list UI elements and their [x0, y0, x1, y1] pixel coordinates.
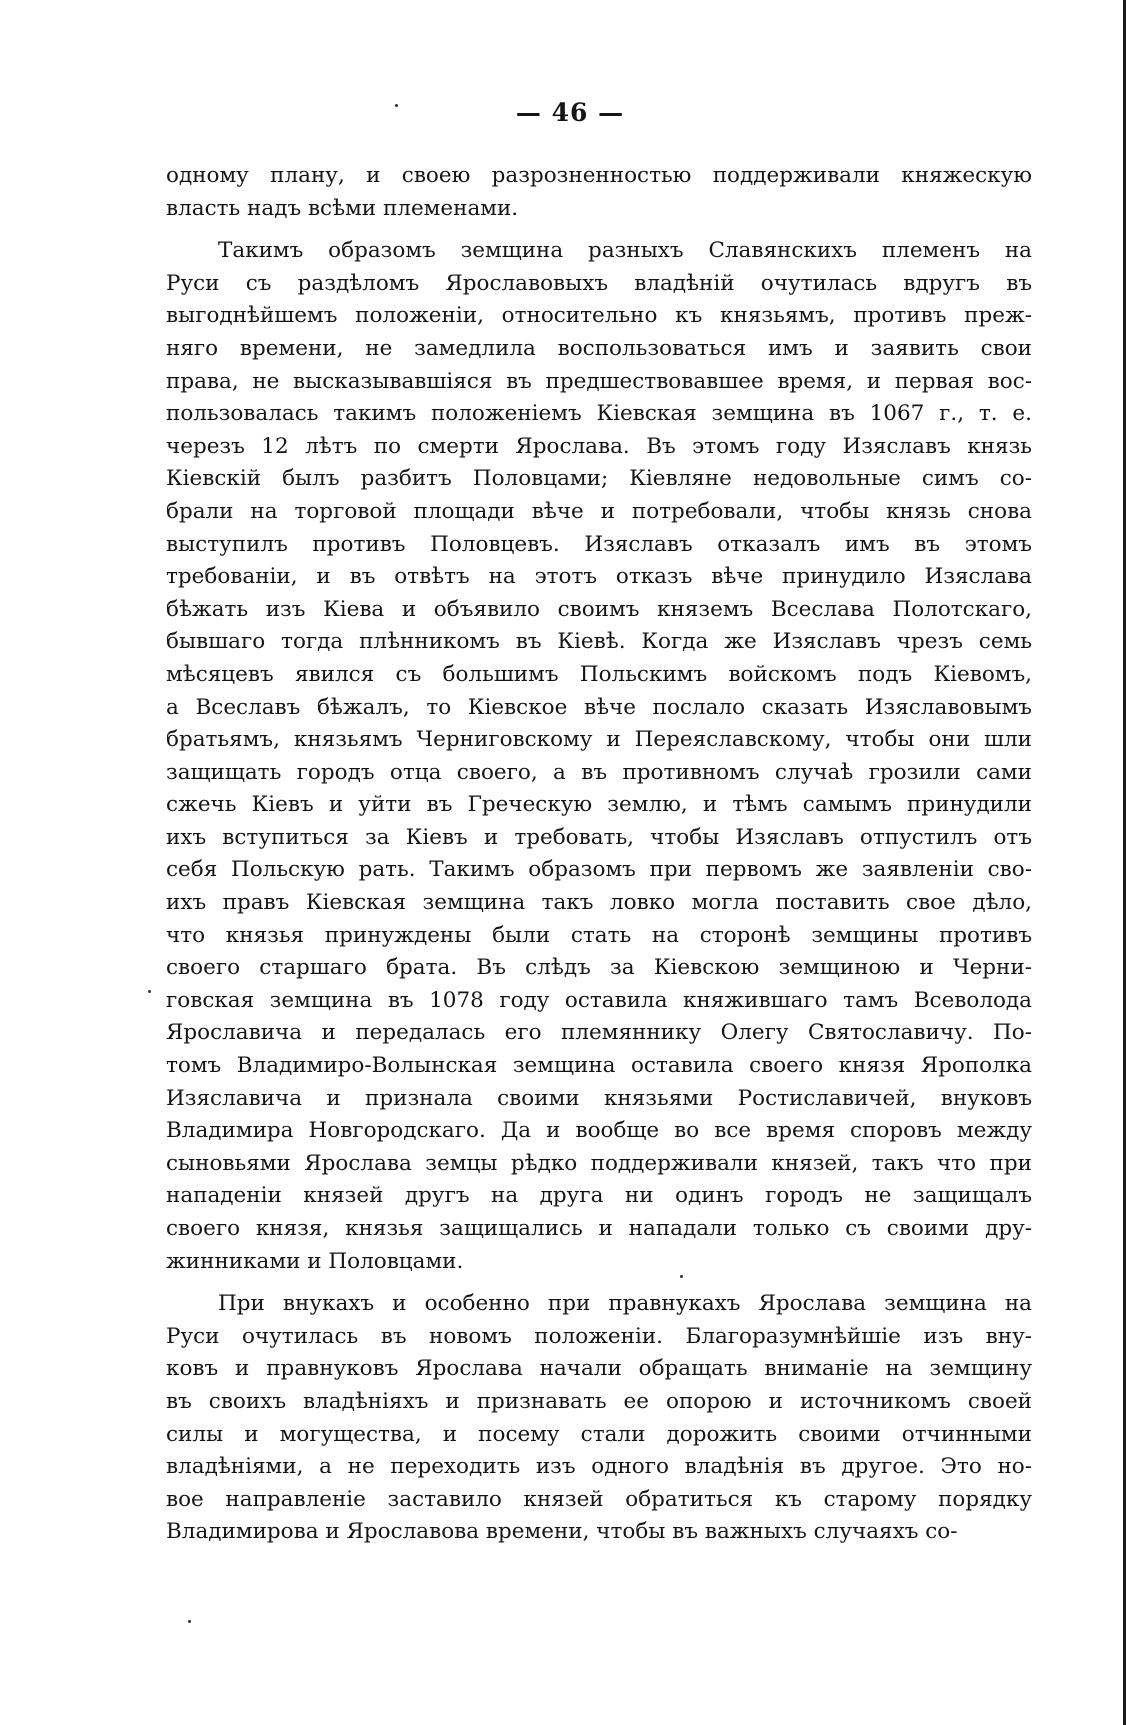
text-line: пользовалась такимъ положеніемъ Кіевская земщина въ 1067 г., т. е. — [166, 401, 1032, 427]
text-line: ковъ и правнуковъ Ярослава начали обращать вниманіе на земщину — [166, 1356, 1032, 1382]
scan-speck — [148, 990, 151, 993]
text-line: Руси очутилась въ новомъ положеніи. Благоразумнѣйшіе изъ вну- — [166, 1323, 1032, 1349]
text-line: своего князя, князья защищались и нападали только съ своими дру- — [166, 1216, 1032, 1241]
text-line: что князья принуждены были стать на сторонѣ земщины противъ — [166, 922, 1032, 948]
text-line: томъ Владимиро-Волынская земщина оставила своего князя Ярополка — [166, 1053, 1032, 1079]
paragraph-gap — [166, 1278, 1032, 1288]
text-line: мѣсяцевъ явился съ большимъ Польскимъ войскомъ подъ Кіевомъ, — [166, 661, 1032, 687]
text-line: ихъ вступиться за Кіевъ и требовать, чтобы Изяславъ отпустилъ отъ — [166, 824, 1032, 850]
text-line: братьямъ, князьямъ Черниговскому и Переяславскому, чтобы они шли — [166, 727, 1032, 753]
text-line: говская земщина въ 1078 году оставила княжившаго тамъ Всеволода — [166, 987, 1032, 1013]
paragraph — [166, 1288, 1032, 1549]
paragraph — [166, 235, 1032, 1278]
text-line: брали на торговой площади вѣче и потребовали, чтобы князь снова — [166, 498, 1032, 524]
text-line: сжечь Кіевъ и уйти въ Греческую землю, и тѣмъ самымъ принудили — [166, 792, 1032, 818]
scan-speck — [188, 1620, 191, 1623]
paragraph — [166, 160, 1032, 225]
text-line: няго времени, не замедлила воспользоваться имъ и заявить свои — [166, 335, 1032, 361]
page-edge-line — [1123, 0, 1126, 1725]
text-line: жинниками и Половцами. — [166, 1248, 464, 1274]
text-line: бѣжать изъ Кіева и объявило своимъ княземъ Всеслава Полотскаго, — [166, 596, 1032, 622]
text-line: права, не высказывавшіяся въ предшествовавшее время, и первая вос- — [166, 368, 1032, 394]
text-line: одному плану, и своею разрозненностью поддерживали княжескую — [166, 163, 1032, 188]
text-line: ихъ правъ Кіевская земщина такъ ловко могла поставить свое дѣло, — [166, 890, 1032, 916]
text-line: вое направленіе заставило князей обратиться къ старому порядку — [166, 1486, 1032, 1512]
text-line: себя Польскую рать. Такимъ образомъ при первомъ же заявленіи сво- — [166, 857, 1032, 883]
text-line: Владимира Новгородскаго. Да и вообще во все время споровъ между — [166, 1118, 1032, 1144]
text-line: въ своихъ владѣніяхъ и признавать ее опорою и источникомъ своей — [166, 1388, 1032, 1414]
text-line: требованіи, и въ отвѣтъ на этотъ отказъ вѣче принудило Изяслава — [166, 564, 1032, 590]
text-line: Владимирова и Ярославова времени, чтобы въ важныхъ случаяхъ со- — [166, 1519, 958, 1545]
text-line: выступилъ противъ Половцевъ. Изяславъ отказалъ имъ въ этомъ — [166, 531, 1032, 557]
text-line: а Всеславъ бѣжалъ, то Кіевское вѣче послало сказать Изяславовымъ — [166, 694, 1032, 720]
text-line: При внукахъ и особенно при правнукахъ Ярослава земщина на — [218, 1291, 1032, 1317]
text-line: Кіевскій былъ разбитъ Половцами; Кіевляне недовольные симъ со- — [166, 466, 1032, 492]
text-line: Руси съ раздѣломъ Ярославовыхъ владѣній очутилась вдругъ въ — [166, 270, 1032, 296]
text-line: силы и могущества, и посему стали дорожить своими отчинными — [166, 1421, 1032, 1447]
text-line: нападеніи князей другъ на друга ни одинъ городъ не защищалъ — [166, 1183, 1032, 1209]
text-line: защищать городъ отца своего, а въ противномъ случаѣ грозили сами — [166, 759, 1032, 785]
text-line: черезъ 12 лѣтъ по смерти Ярослава. Въ этомъ году Изяславъ князь — [166, 433, 1032, 459]
text-line: бывшаго тогда плѣнникомъ въ Кіевѣ. Когда же Изяславъ чрезъ семь — [166, 629, 1032, 655]
page-number: — 46 — — [515, 98, 625, 127]
text-line: Изяславича и признала своими князьями Ростиславичей, внуковъ — [166, 1085, 1032, 1111]
body-text — [166, 160, 1032, 1549]
text-line: сыновьями Ярослава земцы рѣдко поддерживали князей, такъ что при — [166, 1150, 1032, 1176]
text-line: Такимъ образомъ земщина разныхъ Славянскихъ племенъ на — [218, 238, 1032, 264]
text-line: Ярославича и передалась его племяннику Олегу Святославичу. По- — [166, 1020, 1032, 1046]
text-line: владѣніями, а не переходить изъ одного владѣнія въ другое. Это но- — [166, 1454, 1032, 1480]
paragraph-gap — [166, 225, 1032, 235]
text-line: власть надъ всѣми племенами. — [166, 195, 519, 221]
text-line: выгоднѣйшемъ положеніи, относительно къ князьямъ, противъ преж- — [166, 303, 1032, 329]
text-line: своего старшаго брата. Въ слѣдъ за Кіевскою земщиною и Черни- — [166, 955, 1032, 981]
